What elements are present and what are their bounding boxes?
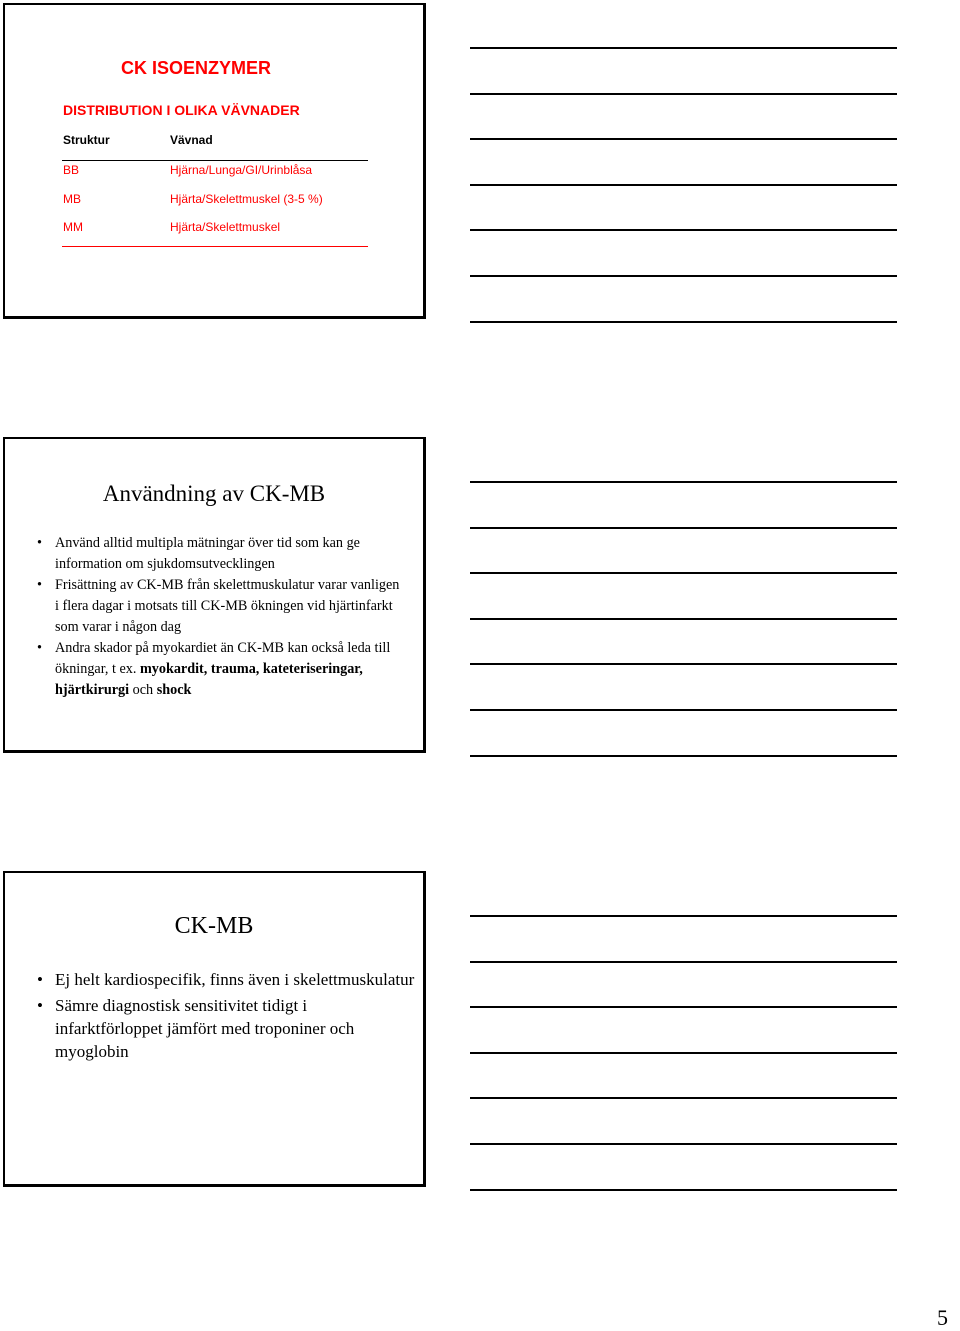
slide-title: CK ISOENZYMER: [121, 58, 272, 78]
slide-ck-isoenzymer: [3, 3, 426, 319]
table-cell-tissue: Hjärta/Skelettmuskel: [170, 220, 281, 234]
table-cell-structure: BB: [63, 163, 80, 177]
table-header-rule: [62, 160, 368, 161]
note-line: [470, 275, 897, 277]
note-line: [470, 1143, 897, 1145]
note-line: [470, 138, 897, 140]
bullet-item: • Ej helt kardiospecifik, finns även i skelettmuskulatur: [35, 968, 415, 991]
bullet-list: [35, 533, 405, 701]
column-header-structure: Struktur: [63, 133, 110, 147]
note-line: [470, 961, 897, 963]
table-cell-structure: MM: [63, 220, 83, 234]
note-line: [470, 47, 897, 49]
table-cell-tissue: Hjärta/Skelettmuskel (3-5 %): [170, 192, 323, 206]
note-line: [470, 709, 897, 711]
slide-title: CK-MB: [174, 913, 254, 939]
table-cell-structure: MB: [63, 192, 81, 206]
note-line: [470, 1189, 897, 1191]
note-line: [470, 93, 897, 95]
slide-title: Användning av CK-MB: [102, 481, 326, 506]
bullet-item: • Använd alltid multipla mätningar över tid som kan ge information om sjukdomsutvecklingen: [35, 533, 405, 575]
table-bottom-rule: [62, 246, 368, 247]
note-line: [470, 618, 897, 620]
note-line: [470, 755, 897, 757]
bullet-item: • Frisättning av CK-MB från skelettmuskulatur varar vanligen i flera dagar i motsats till CK-MB ökningen vid hjärtinfarkt som varar i någon dag: [35, 575, 405, 638]
note-line: [470, 915, 897, 917]
bullet-list: [35, 968, 415, 1066]
note-line: [470, 481, 897, 483]
bullet-item: • Andra skador på myokardiet än CK-MB kan också leda till ökningar, t ex. myokardit, trauma, kateteriseringar, hjärtkirurgi och shock: [35, 638, 405, 701]
note-line: [470, 229, 897, 231]
table-cell-tissue: Hjärna/Lunga/GI/Urinblåsa: [170, 163, 313, 177]
note-line: [470, 572, 897, 574]
note-line: [470, 527, 897, 529]
note-line: [470, 1097, 897, 1099]
note-line: [470, 663, 897, 665]
note-line: [470, 321, 897, 323]
column-header-tissue: Vävnad: [170, 133, 213, 147]
slide-subtitle: DISTRIBUTION I OLIKA VÄVNADER: [63, 102, 300, 118]
note-line: [470, 1006, 897, 1008]
slide-ckmb: [3, 871, 426, 1187]
page-number: 5: [937, 1305, 948, 1330]
note-line: [470, 184, 897, 186]
bullet-item: • Sämre diagnostisk sensitivitet tidigt i infarktförloppet jämfört med troponiner och myoglobin: [35, 994, 415, 1063]
note-line: [470, 1052, 897, 1054]
slide-ckmb-usage: [3, 437, 426, 753]
